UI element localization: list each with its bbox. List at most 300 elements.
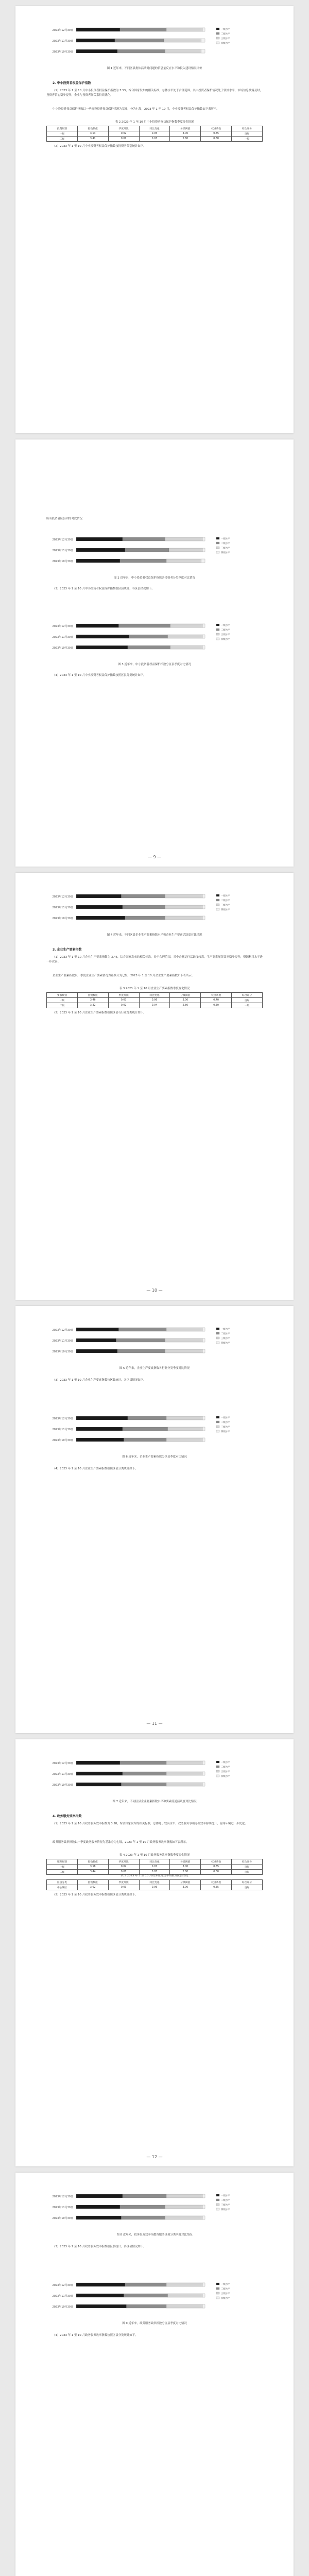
table-caption: 表 3 2023 年 1 至 10 月企业生产要素指数季度变化情况 xyxy=(119,987,190,990)
legend-entry: 一级水平 xyxy=(221,895,230,897)
table-cell: 二级 xyxy=(47,1870,78,1875)
legend-entry: 二级水平 xyxy=(221,33,230,36)
bar-segment-4 xyxy=(202,1438,205,1442)
bar-segment-4 xyxy=(202,1416,205,1420)
bar-segment-2 xyxy=(120,1761,166,1765)
bar-segment-2 xyxy=(128,646,170,649)
table-header-cell: 同比变化 xyxy=(139,126,170,131)
document-page xyxy=(15,6,294,433)
data-table xyxy=(46,1859,263,1875)
table-cell: 0.01 xyxy=(108,1870,139,1875)
table-cell: 0.02 xyxy=(108,1865,139,1870)
bar-segment-1 xyxy=(76,39,115,42)
table-cell: 3.00 xyxy=(170,131,201,137)
legend-entry: 一级水平 xyxy=(221,538,230,540)
table-header-cell: 分级阈值 xyxy=(170,1880,201,1885)
bar-segment-2 xyxy=(123,905,165,909)
table-cell: 0.35 xyxy=(201,1865,232,1870)
legend-entry: 二级水平 xyxy=(221,900,230,902)
table-caption: 表 2 2023 年 1 至 10 月中小投资者权益保护指数季度变化情况 xyxy=(115,121,194,124)
bar-segment-3 xyxy=(168,1427,203,1431)
table-header-cell: 分级阈值 xyxy=(170,993,201,998)
legend-swatch-2 xyxy=(216,1421,219,1423)
legend-entry: 四级水平 xyxy=(221,909,230,911)
table-cell: 0.02 xyxy=(108,131,139,137)
body-paragraph: （3）2023 年 1 至 10 月政务服务效率指数按区县统计，各区县情况如下。 xyxy=(53,2245,146,2248)
figure xyxy=(40,1752,269,1796)
bar-category-label: 2023年11月30日 xyxy=(52,636,73,639)
legend-entry: 三级水平 xyxy=(221,38,230,40)
bar-category-label: 2023年11月30日 xyxy=(52,549,73,552)
bar-segment-2 xyxy=(123,1427,168,1431)
legend-swatch-1 xyxy=(216,537,219,539)
table-header-cell: 权重系数 xyxy=(201,993,232,998)
table-cell: 0.35 xyxy=(201,1885,232,1890)
figure-caption: 图 8 近年来，政务服务效率指数各服务事项分类季度对比情况 xyxy=(116,2233,193,2236)
bar-segment-4 xyxy=(202,894,205,898)
stacked-bar-chart xyxy=(40,2185,269,2229)
table-header-cell: 分级阈值 xyxy=(170,1859,201,1865)
bar-segment-1 xyxy=(76,1328,119,1331)
bar-segment-1 xyxy=(76,548,125,552)
legend-entry: 四级水平 xyxy=(221,1342,230,1345)
bar-segment-3 xyxy=(166,1761,202,1765)
bar-category-label: 2023年10月30日 xyxy=(52,2217,73,2220)
table-cell: 良好 xyxy=(232,1870,263,1875)
bar-segment-3 xyxy=(166,1783,202,1786)
legend-entry: 二级水平 xyxy=(221,2199,230,2202)
table-row xyxy=(47,1870,263,1875)
legend-entry: 一级水平 xyxy=(221,624,230,627)
bar-segment-2 xyxy=(120,559,166,563)
bar-segment-1 xyxy=(76,1416,128,1420)
table-cell: 良好 xyxy=(232,998,263,1003)
legend-entry: 一级水平 xyxy=(221,1328,230,1331)
table-cell: 一级 xyxy=(47,998,78,1003)
legend-swatch-2 xyxy=(216,629,219,631)
legend-swatch-4 xyxy=(216,908,219,910)
legend-swatch-4 xyxy=(216,42,219,44)
body-paragraph: （2）2023 年 1 至 10 月企业生产要素指数按照区县与行业分类统计如下。 xyxy=(53,1011,146,1014)
bar-segment-2 xyxy=(127,2304,167,2308)
legend-entry: 二级水平 xyxy=(221,2288,230,2291)
bar-category-label: 2023年10月30日 xyxy=(52,560,73,563)
bar-segment-1 xyxy=(76,1438,124,1442)
page-number: — 11 — xyxy=(146,1721,163,1726)
bar-segment-1 xyxy=(76,537,123,541)
bar-segment-4 xyxy=(202,28,205,31)
table-cell: 0.02 xyxy=(108,1003,139,1008)
legend-entry: 三级水平 xyxy=(221,904,230,907)
bar-segment-4 xyxy=(202,1772,205,1775)
table-header-cell: 季度环比 xyxy=(108,126,139,131)
bar-segment-3 xyxy=(165,894,203,898)
table-cell: 良好 xyxy=(232,1885,263,1890)
body-paragraph: （1）2023 年 1 至 10 月企业生产要素指数为 3.46，综合国家发布的相关标准，处于合理范围，其中企业运行活跃度较高，生产要素配置效率稳步提升，资源利用水平进一步改善。 xyxy=(46,956,263,963)
table-header-row xyxy=(47,1859,263,1865)
bar-segment-4 xyxy=(202,2205,205,2209)
bar-category-label: 2023年12月30日 xyxy=(52,1762,73,1765)
table-row xyxy=(47,998,263,1003)
table-cell: 0.03 xyxy=(108,998,139,1003)
table-cell: 2.80 xyxy=(170,137,201,142)
table-header-cell: 同比变化 xyxy=(139,993,170,998)
bar-segment-4 xyxy=(201,49,205,53)
section-heading: 3. 企业生产要素指数 xyxy=(53,948,82,952)
bar-category-label: 2023年11月30日 xyxy=(52,1340,73,1343)
bar-segment-1 xyxy=(76,624,119,628)
bar-category-label: 2023年12月30日 xyxy=(52,2195,73,2198)
data-table xyxy=(46,126,263,142)
bar-segment-3 xyxy=(170,624,203,628)
bar-segment-3 xyxy=(166,1416,202,1420)
bar-segment-3 xyxy=(166,2283,202,2286)
table-cell: 0.07 xyxy=(139,1865,170,1870)
legend-entry: 三级水平 xyxy=(221,1771,230,1773)
bar-segment-4 xyxy=(202,905,205,909)
table-header-cell: 综合评分 xyxy=(232,1880,263,1885)
body-paragraph: （3）2023 年 1 至 10 月中小投资者权益保护指数按区县统计，各区县情况如下。 xyxy=(53,587,154,590)
table-header-cell: 指数数值 xyxy=(77,993,108,998)
legend-entry: 四级水平 xyxy=(221,1431,230,1433)
bar-segment-1 xyxy=(76,1338,116,1342)
bar-category-label: 2023年12月30日 xyxy=(52,895,73,899)
bar-segment-3 xyxy=(166,1438,202,1442)
table-cell: 3.00 xyxy=(170,1885,201,1890)
table-cell: 3.62 xyxy=(77,1885,108,1890)
table-header-cell: 指数数值 xyxy=(77,1859,108,1865)
bar-segment-4 xyxy=(202,1349,205,1353)
document-page xyxy=(15,2173,294,2576)
table-header-cell: 季度环比 xyxy=(108,1880,139,1885)
table-header-cell: 权重系数 xyxy=(201,1859,232,1865)
body-paragraph: 中小投资者权益保护指数以一季度投资者权益保护情况为基准，分为七级，2023 年 1 至 10 月，中小投资者权益保护指数如下表所示。 xyxy=(53,108,219,111)
table-header-cell: 权重系数 xyxy=(201,1880,232,1885)
table-row xyxy=(47,137,263,142)
bar-segment-2 xyxy=(123,2194,166,2198)
bar-segment-1 xyxy=(76,905,123,909)
table-cell: 良好 xyxy=(232,131,263,137)
figure-caption: 图 1 近年来，不同区县奥体活动对问题的信息量反应水平和投入建设情况评价 xyxy=(107,67,202,70)
table-header-cell: 季度环比 xyxy=(108,1859,139,1865)
table-cell: 3.32 xyxy=(77,1003,108,1008)
body-paragraph: 政务服务效率指数以一季度政务服务情况为基准分为七级，2023 年 1 至 10 月政务服务效率指数如下表所示。 xyxy=(53,1841,189,1844)
body-paragraph: （4）2023 年 1 至 10 月企业生产要素指数按照区县分类统计如下。 xyxy=(53,1467,138,1470)
table-cell: 0.05 xyxy=(139,131,170,137)
table-cell: 0.03 xyxy=(108,1885,139,1890)
legend-entry: 三级水平 xyxy=(221,1337,230,1340)
legend-swatch-1 xyxy=(216,624,219,626)
body-paragraph: （1）2023 年 1 至 10 月中小投资者权益保护指数为 3.53，综合国家发布的相关标准，总体水平处于合理范围。其中投资者保护情况处于较好水平，市场信息披露及时，投资者信心稳步提升，企业与投资者间关系持续优化。 xyxy=(46,89,263,97)
table-header-cell: 要素级别 xyxy=(47,993,78,998)
legend-entry: 四级水平 xyxy=(221,42,230,45)
legend-entry: 一级水平 xyxy=(221,1761,230,1764)
table-header-cell: 分级阈值 xyxy=(170,126,201,131)
table-header-row xyxy=(47,993,263,998)
page-number: — 12 — xyxy=(146,2155,163,2159)
table-header-cell: 服务级别 xyxy=(47,1859,78,1865)
bar-segment-1 xyxy=(76,28,120,31)
bar-segment-4 xyxy=(201,559,205,563)
table-header-cell: 同比变化 xyxy=(139,1859,170,1865)
table-cell: 3.53 xyxy=(77,131,108,137)
bar-segment-4 xyxy=(202,1338,205,1342)
bar-segment-1 xyxy=(76,635,129,638)
bar-segment-2 xyxy=(122,2216,165,2219)
bar-segment-1 xyxy=(76,2304,127,2308)
legend-swatch-2 xyxy=(216,1332,219,1334)
legend-entry: 四级水平 xyxy=(221,552,230,554)
bar-segment-2 xyxy=(128,1416,166,1420)
bar-segment-3 xyxy=(165,537,203,541)
stacked-bar-chart xyxy=(40,2274,269,2318)
body-paragraph: （2）2023 年 1 至 10 月政务服务效率指数按照区县分类统计如下。 xyxy=(53,1893,138,1896)
table-header-cell: 综合评分 xyxy=(232,126,263,131)
bar-category-label: 2023年10月30日 xyxy=(52,50,73,54)
stacked-bar-chart xyxy=(40,1407,269,1451)
body-paragraph: （4）2023 年 1 至 10 月中小投资者权益保护指数按照区县分类统计如下。 xyxy=(53,674,146,677)
bar-segment-4 xyxy=(202,537,205,541)
table-cell: 一般 xyxy=(232,137,263,142)
legend-entry: 一级水平 xyxy=(221,2195,230,2197)
legend-entry: 三级水平 xyxy=(221,634,230,636)
figure-caption: 图 4 近年来，不同区县企业生产要素指数水平和企业生产要素活跃度对比情况 xyxy=(107,934,202,937)
table-header-cell: 权重系数 xyxy=(201,126,232,131)
table-cell: 3.00 xyxy=(170,998,201,1003)
bar-segment-3 xyxy=(165,1349,203,1353)
table-cell: 一般 xyxy=(232,1003,263,1008)
bar-segment-1 xyxy=(76,1772,123,1775)
bar-segment-3 xyxy=(168,635,203,638)
document-page xyxy=(15,1306,294,1733)
bar-segment-1 xyxy=(76,1761,120,1765)
table-header-row xyxy=(47,126,263,131)
figure-caption: 图 5 近年来，企业生产要素指数各行业分类季度对比情况 xyxy=(119,1367,190,1370)
bar-segment-3 xyxy=(165,2205,203,2209)
table-cell: 0.04 xyxy=(139,1003,170,1008)
bar-category-label: 2023年11月30日 xyxy=(52,40,73,43)
bar-segment-4 xyxy=(202,646,205,649)
bar-segment-1 xyxy=(76,1349,117,1353)
legend-swatch-3 xyxy=(216,2204,219,2206)
table-header-cell: 指数数值 xyxy=(77,126,108,131)
bar-segment-2 xyxy=(124,2294,168,2297)
bar-segment-1 xyxy=(76,2216,122,2219)
figure xyxy=(40,1407,269,1451)
bar-segment-2 xyxy=(119,1328,167,1331)
legend-swatch-4 xyxy=(216,1775,219,1777)
figure-caption: 图 9 近年来，政务服务效率指数分区县季度对比情况 xyxy=(122,2322,187,2325)
legend-swatch-3 xyxy=(216,1337,219,1339)
table-cell: 0.06 xyxy=(139,1885,170,1890)
bar-segment-4 xyxy=(202,916,205,920)
bar-segment-1 xyxy=(76,2294,124,2297)
bar-segment-1 xyxy=(76,1427,123,1431)
legend-swatch-3 xyxy=(216,37,219,39)
bar-segment-3 xyxy=(166,2194,202,2198)
figure xyxy=(40,2274,269,2318)
bar-segment-4 xyxy=(202,1761,205,1765)
body-paragraph: 企业生产要素指数以一季度企业生产要素情况为基准分为七级，2023 年 1 至 10 月企业生产要素指数如下表所示。 xyxy=(53,974,195,977)
legend-swatch-1 xyxy=(216,1328,219,1330)
legend-swatch-3 xyxy=(216,1426,219,1428)
table-caption: 表 4 2023 年 1 至 10 月政务服务效率指数季度变化情况 xyxy=(119,1854,190,1857)
bar-segment-2 xyxy=(125,548,169,552)
bar-category-label: 2023年10月30日 xyxy=(52,2306,73,2309)
stacked-bar-chart xyxy=(40,1752,269,1796)
legend-entry: 三级水平 xyxy=(221,2293,230,2295)
legend-swatch-3 xyxy=(216,547,219,549)
bar-segment-2 xyxy=(115,39,164,42)
bar-segment-4 xyxy=(202,2294,205,2297)
bar-category-label: 2023年12月30日 xyxy=(52,1417,73,1420)
legend-entry: 三级水平 xyxy=(221,2204,230,2207)
table-cell: 0.30 xyxy=(201,137,232,142)
table-header-row xyxy=(47,1880,263,1885)
bar-segment-4 xyxy=(202,1783,205,1786)
bar-category-label: 2023年11月30日 xyxy=(52,1428,73,1431)
legend-swatch-1 xyxy=(216,894,219,896)
bar-segment-2 xyxy=(122,1783,167,1786)
bar-segment-3 xyxy=(166,559,201,563)
table-cell: 0.01 xyxy=(108,137,139,142)
table-header-cell: 指数数值 xyxy=(77,1880,108,1885)
stacked-bar-chart xyxy=(40,1318,269,1363)
legend-entry: 四级水平 xyxy=(221,638,230,641)
bar-segment-4 xyxy=(202,2304,205,2308)
document-page xyxy=(15,439,294,867)
legend-entry: 四级水平 xyxy=(221,2297,230,2300)
table-cell: 0.03 xyxy=(139,137,170,142)
document-page xyxy=(15,873,294,1300)
figure xyxy=(40,2185,269,2229)
bar-segment-2 xyxy=(124,1438,167,1442)
table-cell: 3.41 xyxy=(77,137,108,142)
table-cell: 一级 xyxy=(47,131,78,137)
bar-segment-3 xyxy=(168,2294,203,2297)
bar-segment-4 xyxy=(202,635,205,638)
legend-swatch-2 xyxy=(216,1766,219,1768)
bar-category-label: 2023年11月30日 xyxy=(52,2295,73,2298)
legend-entry: 二级水平 xyxy=(221,1421,230,1424)
bar-segment-1 xyxy=(76,916,125,920)
bar-category-label: 2023年12月30日 xyxy=(52,1329,73,1332)
body-paragraph: （4）2023 年 1 至 10 月政务服务效率指数按照区县分类统计如下。 xyxy=(53,2334,138,2337)
data-table xyxy=(46,992,263,1008)
bar-segment-3 xyxy=(165,916,203,920)
bar-segment-3 xyxy=(169,548,202,552)
bar-category-label: 2023年10月30日 xyxy=(52,1350,73,1353)
table-row xyxy=(47,1865,263,1870)
bar-category-label: 2023年10月30日 xyxy=(52,647,73,650)
bar-segment-2 xyxy=(119,624,170,628)
bar-segment-3 xyxy=(166,28,202,31)
bar-segment-4 xyxy=(202,548,205,552)
table-cell: 2.80 xyxy=(170,1870,201,1875)
bar-segment-3 xyxy=(165,49,201,53)
bar-segment-3 xyxy=(166,1328,202,1331)
legend-entry: 二级水平 xyxy=(221,543,230,545)
section-heading: 2. 中小投资者权益保护指数 xyxy=(53,81,91,85)
legend-swatch-1 xyxy=(216,2283,219,2285)
bar-segment-3 xyxy=(166,2304,202,2308)
table-cell: 二级 xyxy=(47,1003,78,1008)
table-row xyxy=(47,1885,263,1890)
bar-segment-4 xyxy=(202,1328,205,1331)
table-cell: 0.05 xyxy=(139,1870,170,1875)
table-cell: 中心城区 xyxy=(47,1885,78,1890)
bar-segment-2 xyxy=(122,894,165,898)
figure xyxy=(40,1318,269,1363)
stacked-bar-chart xyxy=(40,19,269,63)
table-header-cell: 投资级别 xyxy=(47,126,78,131)
legend-swatch-4 xyxy=(216,1342,219,1344)
bar-category-label: 2023年11月30日 xyxy=(52,906,73,909)
figure xyxy=(40,19,269,63)
bar-segment-4 xyxy=(202,2283,205,2286)
bar-segment-4 xyxy=(202,2216,205,2219)
figure xyxy=(40,885,269,929)
table-header-cell: 综合评分 xyxy=(232,1859,263,1865)
bar-segment-1 xyxy=(76,1783,122,1786)
bar-segment-4 xyxy=(202,1427,205,1431)
bar-category-label: 2023年12月30日 xyxy=(52,29,73,32)
table-cell: 0.35 xyxy=(201,131,232,137)
body-paragraph: （2）2023 年 1 至 10 月中小投资者权益保护指数按投资者类别统计如下。 xyxy=(53,145,146,148)
stacked-bar-chart xyxy=(40,885,269,929)
legend-swatch-4 xyxy=(216,1430,219,1432)
body-paragraph: （1）2023 年 1 至 10 月政务服务效率指数为 3.58，综合国家发布的相关标准，总体处于较高水平，政务服务事项办理效率持续提升，营商环境进一步优化。 xyxy=(53,1822,248,1825)
legend-swatch-2 xyxy=(216,542,219,544)
bar-category-label: 2023年12月30日 xyxy=(52,625,73,628)
legend-entry: 三级水平 xyxy=(221,547,230,550)
legend-swatch-3 xyxy=(216,2292,219,2294)
document-page xyxy=(15,1739,294,2166)
table-cell: 3.00 xyxy=(170,1865,201,1870)
figure xyxy=(40,615,269,659)
table-header-cell: 综合评分 xyxy=(232,993,263,998)
page-number: — 10 — xyxy=(146,1288,163,1293)
bar-segment-1 xyxy=(76,894,122,898)
legend-entry: 二级水平 xyxy=(221,1333,230,1335)
bar-segment-2 xyxy=(125,916,165,920)
bar-segment-1 xyxy=(76,49,117,53)
table-cell: 3.46 xyxy=(77,998,108,1003)
legend-swatch-4 xyxy=(216,638,219,640)
legend-swatch-1 xyxy=(216,2194,219,2196)
bar-segment-2 xyxy=(120,28,166,31)
legend-swatch-4 xyxy=(216,2208,219,2210)
legend-swatch-3 xyxy=(216,904,219,906)
data-table xyxy=(46,1879,263,1890)
bar-segment-1 xyxy=(76,2283,125,2286)
legend-swatch-2 xyxy=(216,899,219,901)
bar-segment-4 xyxy=(201,39,205,42)
legend-swatch-2 xyxy=(216,32,219,35)
table-cell: 二级 xyxy=(47,137,78,142)
bar-segment-2 xyxy=(117,49,165,53)
table-header-cell: 季度环比 xyxy=(108,993,139,998)
bar-category-label: 2023年12月30日 xyxy=(52,2284,73,2287)
body-paragraph: （3）2023 年 1 至 10 月企业生产要素指数按区县统计，各区县情况如下。 xyxy=(53,1379,146,1382)
bar-category-label: 2023年11月30日 xyxy=(52,1773,73,1776)
figure-caption: 图 2 近年来，中小投资者权益保护指数各投资者分类季度对比情况 xyxy=(114,577,195,580)
legend-swatch-2 xyxy=(216,2287,219,2290)
legend-swatch-3 xyxy=(216,633,219,635)
stacked-bar-chart xyxy=(40,615,269,659)
table-cell: 2.80 xyxy=(170,1003,201,1008)
bar-segment-2 xyxy=(117,1349,165,1353)
